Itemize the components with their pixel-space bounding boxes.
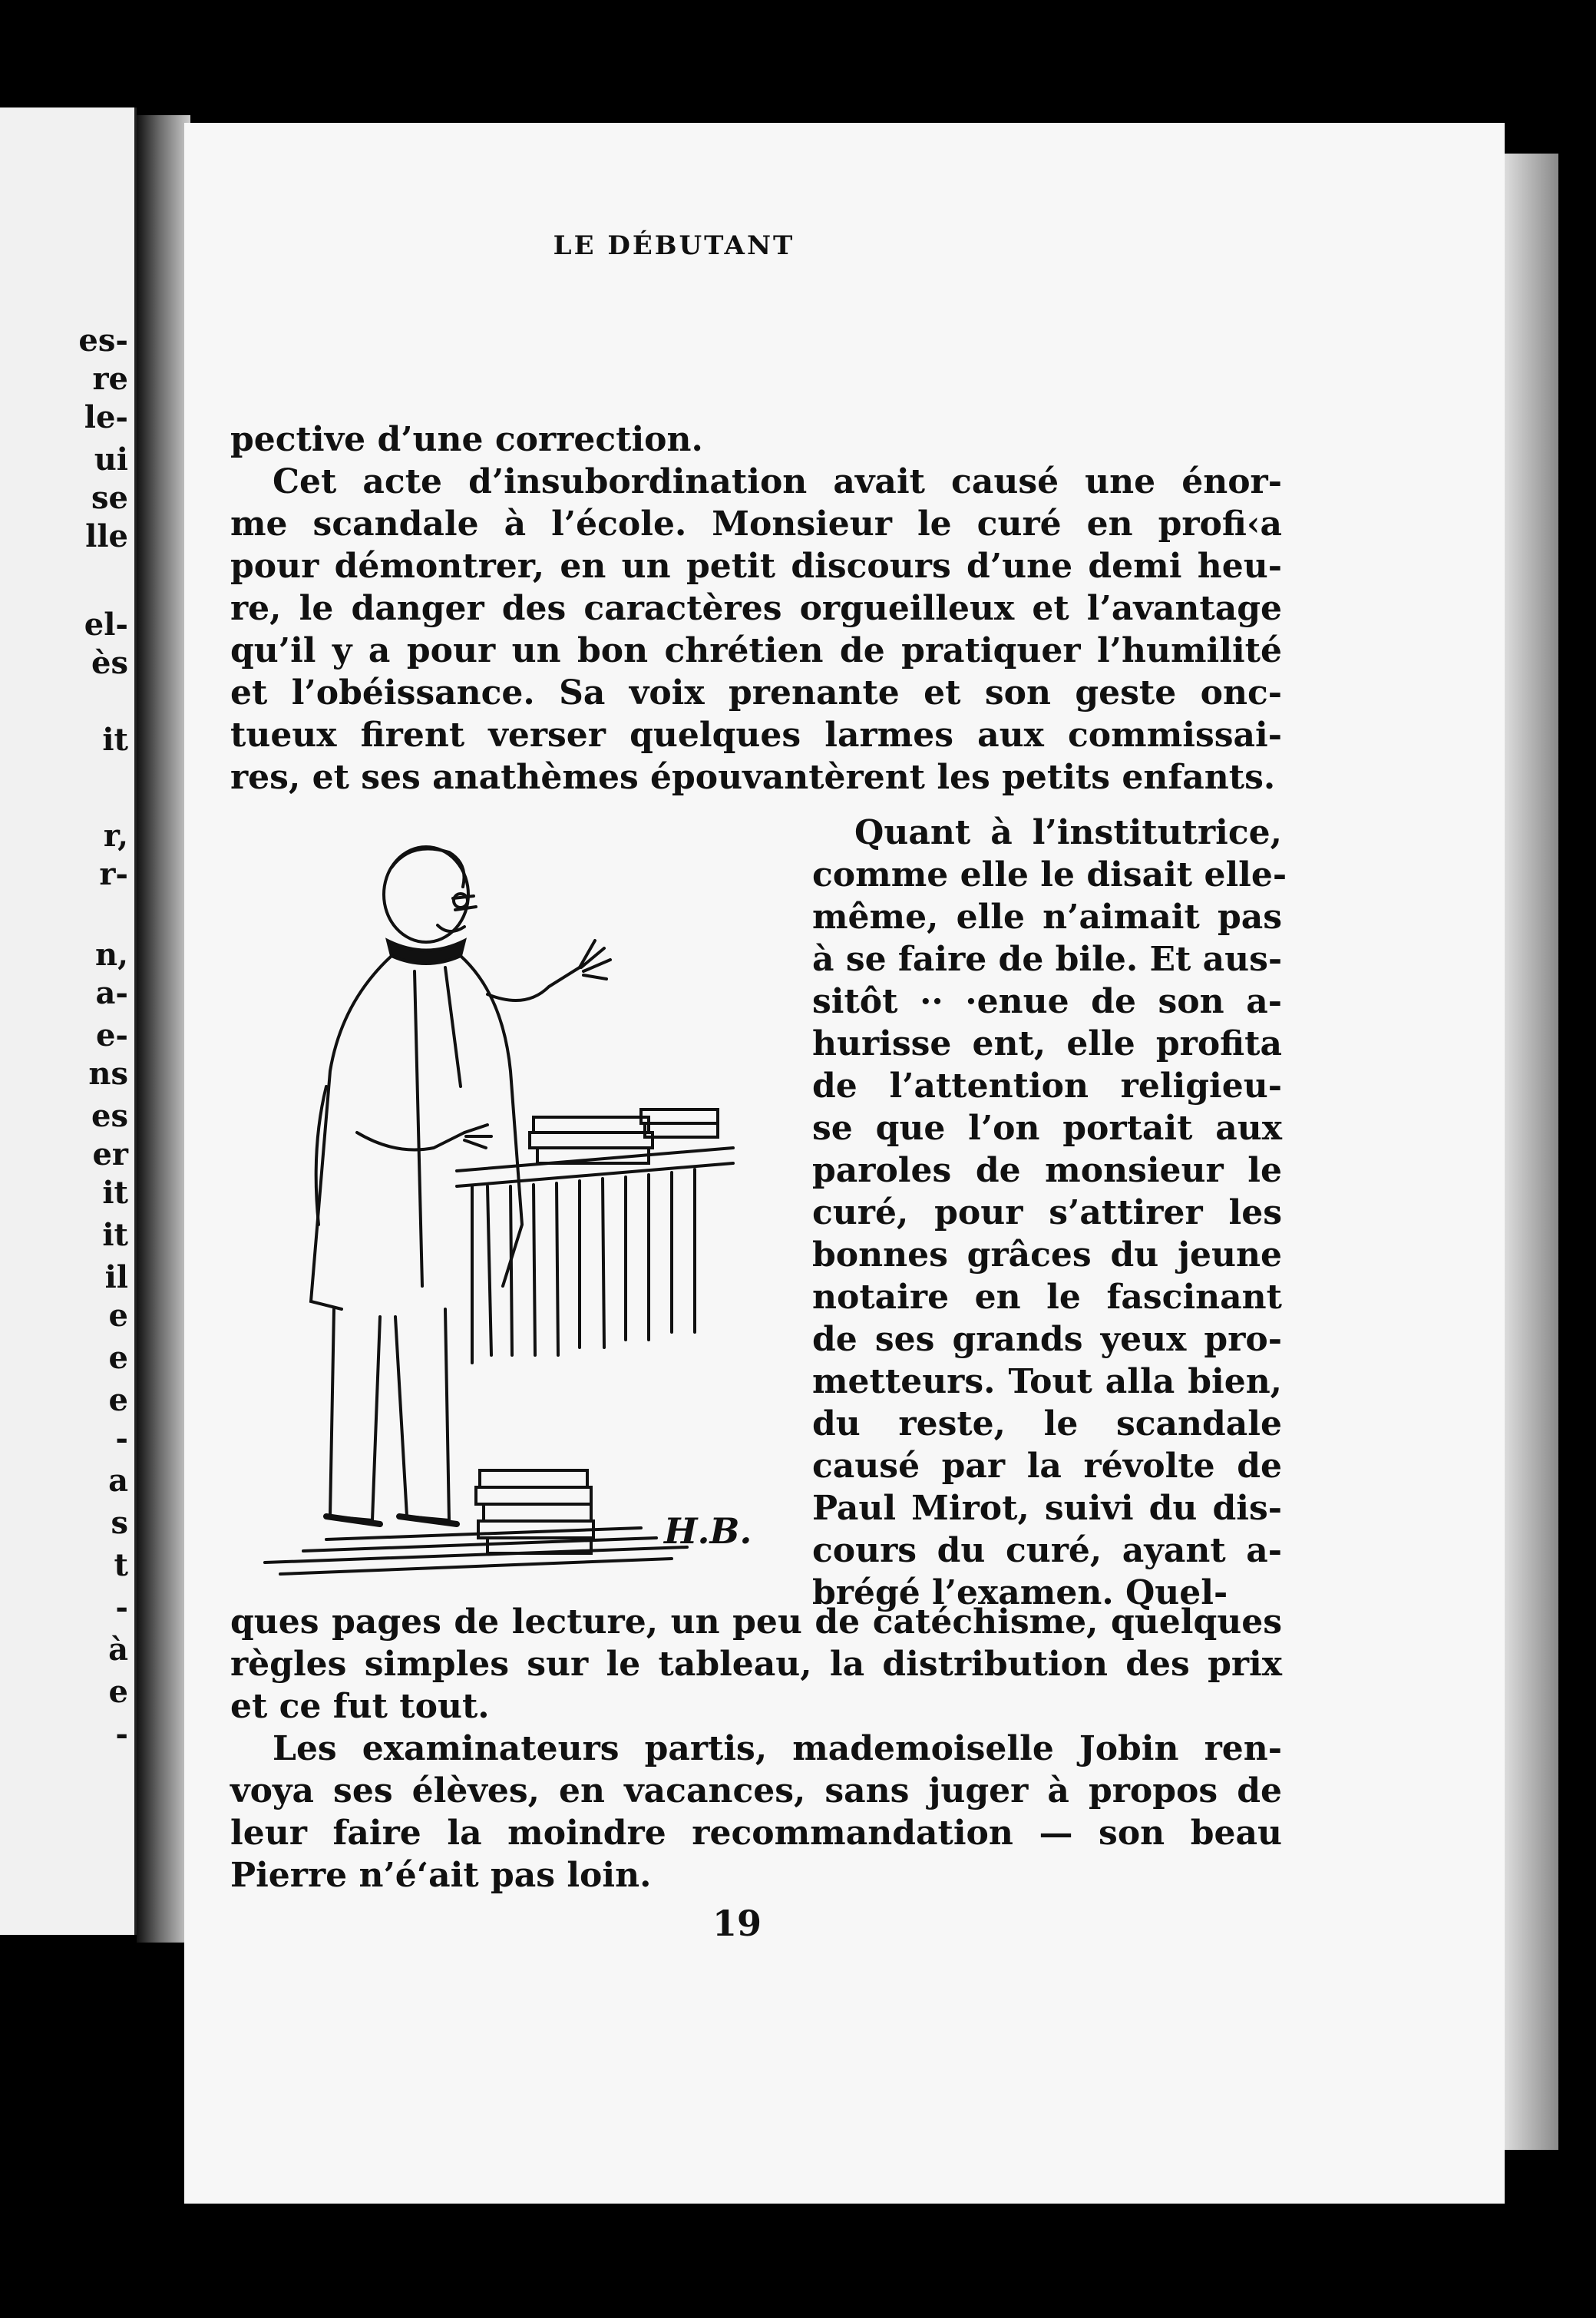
running-header: LE DÉBUTANT [553, 230, 795, 261]
text-line: voya ses élèves, en vacances, sans juger à propos de [230, 1771, 1282, 1810]
left-page-fragment: il [104, 1259, 128, 1295]
paragraph-beside-illustration [812, 812, 1287, 1614]
left-page-fragment: es [91, 1098, 128, 1134]
text-line: me scandale à l’école. Monsieur le curé en profi‹a [230, 504, 1282, 544]
left-page-fragment: - [115, 1420, 128, 1457]
left-page-fragment: le- [84, 399, 128, 435]
text-line: Cet acte d’insubordination avait causé une énor- [273, 462, 1282, 501]
text-line: hurisse ent, elle profita [812, 1024, 1282, 1063]
text-line: de l’attention religieu- [812, 1066, 1282, 1106]
left-page-fragment: e- [95, 1017, 128, 1053]
text-line: leur faire la moindre recommandation — son beau [230, 1814, 1282, 1853]
left-page-fragment: à [108, 1632, 128, 1668]
text-line: pective d’une correction. [230, 420, 703, 459]
text-line: à se faire de bile. Et aus- [812, 940, 1283, 979]
left-page-fragment: es- [78, 322, 128, 359]
left-page-fragment: n, [94, 937, 128, 973]
text-line: du reste, le scandale [812, 1404, 1282, 1443]
text-line: et ce fut tout. [230, 1687, 490, 1726]
left-page-fragment: lle [85, 518, 128, 554]
left-page-fragment: - [115, 1716, 128, 1752]
text-line: Paul Mirot, suivi du dis- [812, 1489, 1282, 1528]
left-page-fragment: - [115, 1589, 128, 1625]
text-line: et l’obéissance. Sa voix prenante et son geste onc- [230, 673, 1282, 713]
text-line: tueux firent verser quelques larmes aux commissai- [230, 716, 1282, 755]
text-line: se que l’on portait aux [812, 1109, 1282, 1148]
left-page-fragment: e [108, 1340, 128, 1376]
left-page-fragment: r- [99, 856, 128, 892]
left-page-fragment: e [108, 1382, 128, 1418]
page-number: 19 [712, 1903, 762, 1944]
text-line: Quant à l’institutrice, [854, 813, 1282, 852]
text-line: comme elle le disait elle- [812, 855, 1287, 894]
paragraph-block-top [230, 418, 1282, 799]
left-page-fragment: it [102, 1175, 128, 1211]
text-line: causé par la révolte de [812, 1447, 1282, 1486]
text-line: cours du curé, ayant a- [812, 1531, 1282, 1570]
left-page-fragment: it [102, 1217, 128, 1253]
left-page-fragment: t [114, 1547, 128, 1583]
text-line: Pierre n’é‘ait pas loin. [230, 1856, 652, 1895]
left-page-fragment: e [108, 1674, 128, 1710]
illustration-cure-speaking [257, 825, 795, 1586]
text-line: même, elle n’aimait pas [812, 898, 1282, 937]
book-gutter [137, 115, 190, 1943]
left-page-fragment: e [108, 1298, 128, 1334]
left-page-fragment: it [102, 722, 128, 758]
left-page-fragment: r, [103, 818, 128, 854]
left-page-fragment: el- [84, 607, 128, 643]
paragraph-continuation [230, 1601, 1282, 1728]
text-line: paroles de monsieur le [812, 1151, 1282, 1190]
artist-monogram: H.B. [664, 1510, 752, 1552]
text-line: sitôt ·· ·enue de son a- [812, 982, 1282, 1021]
left-page-fragment: re [92, 361, 128, 397]
text-line: notaire en le fascinant [812, 1278, 1282, 1317]
left-page-fragment: s [111, 1505, 128, 1541]
text-line: qu’il y a pour un bon chrétien de pratiquer l’humilité [230, 631, 1282, 670]
text-line: Les examinateurs partis, mademoiselle Jobin ren- [273, 1729, 1282, 1768]
text-line: ques pages de lecture, un peu de catéchisme, quelques [230, 1602, 1282, 1642]
left-page-fragment: a [108, 1463, 128, 1499]
text-line: bonnes grâces du jeune [812, 1235, 1282, 1275]
left-page-fragment: er [92, 1136, 128, 1172]
left-page-fragment: se [91, 480, 128, 516]
text-line: curé, pour s’attirer les [812, 1193, 1282, 1232]
text-line: re, le danger des caractères orgueilleux et l’avantage [230, 589, 1282, 628]
page-edge-right [1505, 154, 1558, 2150]
text-line: res, et ses anathèmes épouvantèrent les petits enfants. [230, 758, 1276, 797]
text-line: metteurs. Tout alla bien, [812, 1362, 1282, 1401]
left-page-fragment: ns [88, 1056, 128, 1092]
left-page-fragment: a- [95, 975, 128, 1011]
text-line: pour démontrer, en un petit discours d’une demi heu- [230, 547, 1282, 586]
text-line: brégé l’examen. Quel- [812, 1573, 1228, 1612]
left-page-fragment: ui [94, 441, 128, 478]
text-line: de ses grands yeux pro- [812, 1320, 1282, 1359]
left-page-fragment: ès [91, 645, 128, 681]
text-line: règles simples sur le tableau, la distribution des prix [230, 1645, 1282, 1684]
left-page-edge [0, 107, 137, 1935]
paragraph-final [230, 1728, 1282, 1896]
